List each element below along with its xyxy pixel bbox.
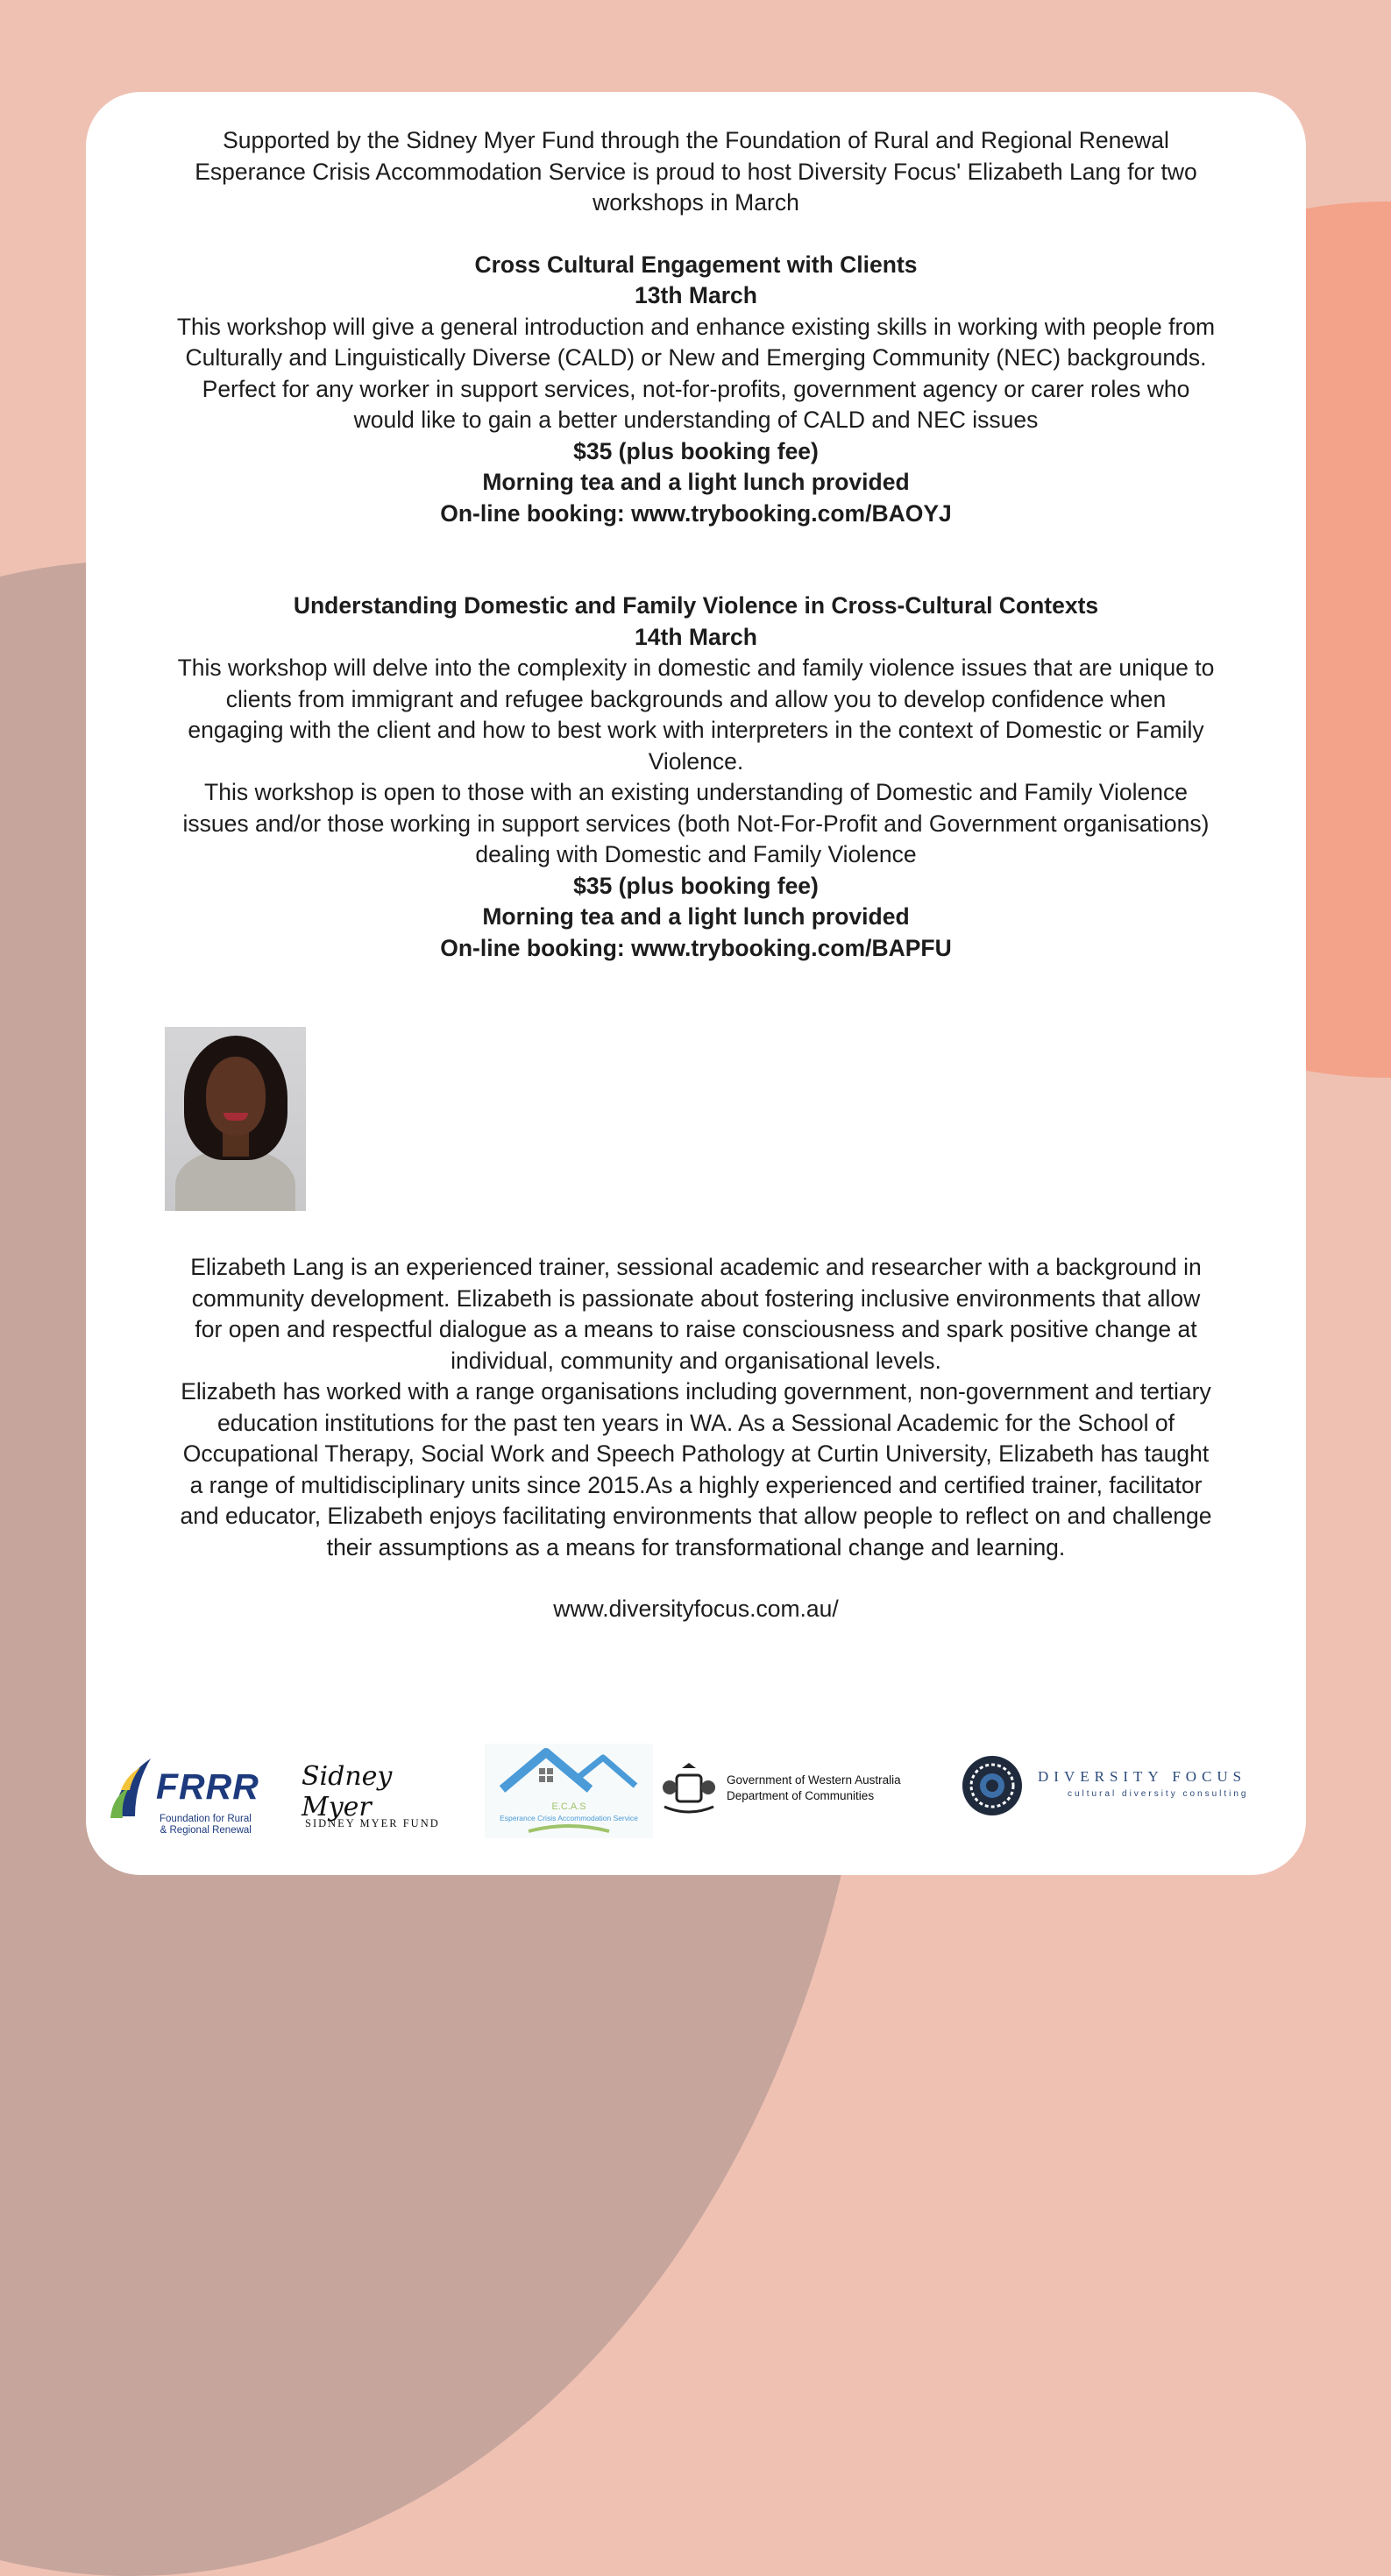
sidney-myer-fund-logo xyxy=(302,1761,455,1831)
wa-crest-icon xyxy=(657,1763,720,1817)
photo-face xyxy=(206,1057,266,1136)
workshop1-price: $35 (plus booking fee) xyxy=(573,437,819,464)
workshop1-date: 13th March xyxy=(635,282,757,308)
bio-line: for open and respectful dialogue as a means to raise consciousness and spark positive change at xyxy=(195,1316,1197,1342)
workshop2-title: Understanding Domestic and Family Violence in Cross-Cultural Contexts xyxy=(293,592,1099,619)
bio-line: and educator, Elizabeth enjoys facilitating environments that allow people to reflect on and challenge xyxy=(180,1503,1212,1529)
wa-government-logo xyxy=(654,1747,921,1835)
wa-department-line: Department of Communities xyxy=(727,1789,875,1802)
sidney-myer-caption: SIDNEY MYER FUND xyxy=(305,1817,440,1829)
bio-line: education institutions for the past ten years in WA. As a Sessional Academic for the School of xyxy=(217,1409,1175,1436)
workshop1-desc-line: This workshop will give a general introduction and enhance existing skills in working with people from xyxy=(176,313,1216,340)
workshop2-desc-line: dealing with Domestic and Family Violence xyxy=(475,841,917,867)
intro-line: workshops in March xyxy=(593,189,799,216)
bio-line: Elizabeth Lang is an experienced trainer, sessional academic and researcher with a background in xyxy=(190,1254,1202,1280)
bio-line: Elizabeth has worked with a range organisations including government, non-government and tertiary xyxy=(181,1378,1211,1405)
frrr-logo xyxy=(109,1751,266,1838)
bio-line: their assumptions as a means for transformational change and learning. xyxy=(326,1533,1066,1560)
diversity-focus-emblem-icon xyxy=(961,1754,1024,1817)
intro-line: Supported by the Sidney Myer Fund through the Foundation of Rural and Regional Renewal xyxy=(223,127,1169,153)
workshop1-booking-link[interactable]: On-line booking: www.trybooking.com/BAOYJ xyxy=(440,499,952,527)
bio-line: a range of multidisciplinary units since 2015.As a highly experienced and certified trainer, facilitator xyxy=(189,1471,1203,1498)
flyer-text xyxy=(149,125,1243,1625)
diversity-focus-wordmark: DIVERSITY FOCUS xyxy=(1038,1768,1247,1785)
frrr-wordmark: FRRR xyxy=(156,1766,259,1807)
frrr-subtitle-line: Foundation for Rural xyxy=(160,1814,252,1824)
workshop2-desc-line: issues and/or those working in support services (both Not-For-Profit and Government organisations) xyxy=(182,810,1210,837)
workshop2-desc-line: clients from immigrant and refugee backgrounds and allow you to develop confidence when xyxy=(225,685,1167,712)
workshop2-catering: Morning tea and a light lunch provided xyxy=(482,903,910,930)
ecas-letters: E.C.A.S xyxy=(551,1801,586,1812)
flyer-card xyxy=(86,92,1306,1875)
elizabeth-lang-photo xyxy=(165,1027,306,1211)
frrr-subtitle xyxy=(160,1814,252,1836)
workshop2-desc-line: Violence. xyxy=(648,747,744,775)
diversity-focus-tagline: cultural diversity consulting xyxy=(1068,1789,1249,1799)
workshop2-date: 14th March xyxy=(635,623,757,650)
sidney-myer-signature: Sidney Myer xyxy=(302,1761,393,1822)
workshop1-desc-line: Perfect for any worker in support services, not-for-profits, government agency or carer roles who xyxy=(202,375,1190,402)
bio-line: individual, community and organisational levels. xyxy=(451,1347,941,1374)
intro-line: Esperance Crisis Accommodation Service is proud to host Diversity Focus' Elizabeth Lang for two xyxy=(195,158,1197,185)
workshop2-desc-line: This workshop is open to those with an existing understanding of Domestic and Family Violence xyxy=(204,779,1188,805)
workshop1-desc-line: would like to gain a better understanding of CALD and NEC issues xyxy=(353,407,1039,433)
workshop2-desc-line: This workshop will delve into the complexity in domestic and family violence issues that are unique to xyxy=(177,655,1215,681)
bio-line: community development. Elizabeth is passionate about fostering inclusive environments that allow xyxy=(191,1284,1201,1312)
ecas-house-icon xyxy=(485,1744,653,1838)
frrr-subtitle-line: & Regional Renewal xyxy=(160,1825,252,1836)
workshop2-desc-line: engaging with the client and how to best work with interpreters in the context of Domestic or Family xyxy=(188,717,1204,743)
ecas-logo xyxy=(485,1744,653,1838)
website-link[interactable]: www.diversityfocus.com.au/ xyxy=(553,1596,839,1622)
workshop1-catering: Morning tea and a light lunch provided xyxy=(482,469,910,495)
workshop2-price: $35 (plus booking fee) xyxy=(573,872,819,899)
workshop1-desc-line: Culturally and Linguistically Diverse (CALD) or New and Emerging Community (NEC) backgrounds. xyxy=(185,344,1207,371)
wa-government-line: Government of Western Australia xyxy=(727,1773,901,1787)
ecas-caption: Esperance Crisis Accommodation Service xyxy=(500,1814,638,1822)
diversity-focus-logo xyxy=(961,1754,1285,1833)
workshop2-booking-link[interactable]: On-line booking: www.trybooking.com/BAPFU xyxy=(440,934,952,961)
bio-line: Occupational Therapy, Social Work and Speech Pathology at Curtin University, Elizabeth has taught xyxy=(182,1440,1210,1467)
sponsor-logos xyxy=(86,1744,1306,1866)
workshop1-title: Cross Cultural Engagement with Clients xyxy=(474,251,918,278)
frrr-emblem-icon xyxy=(109,1755,161,1825)
